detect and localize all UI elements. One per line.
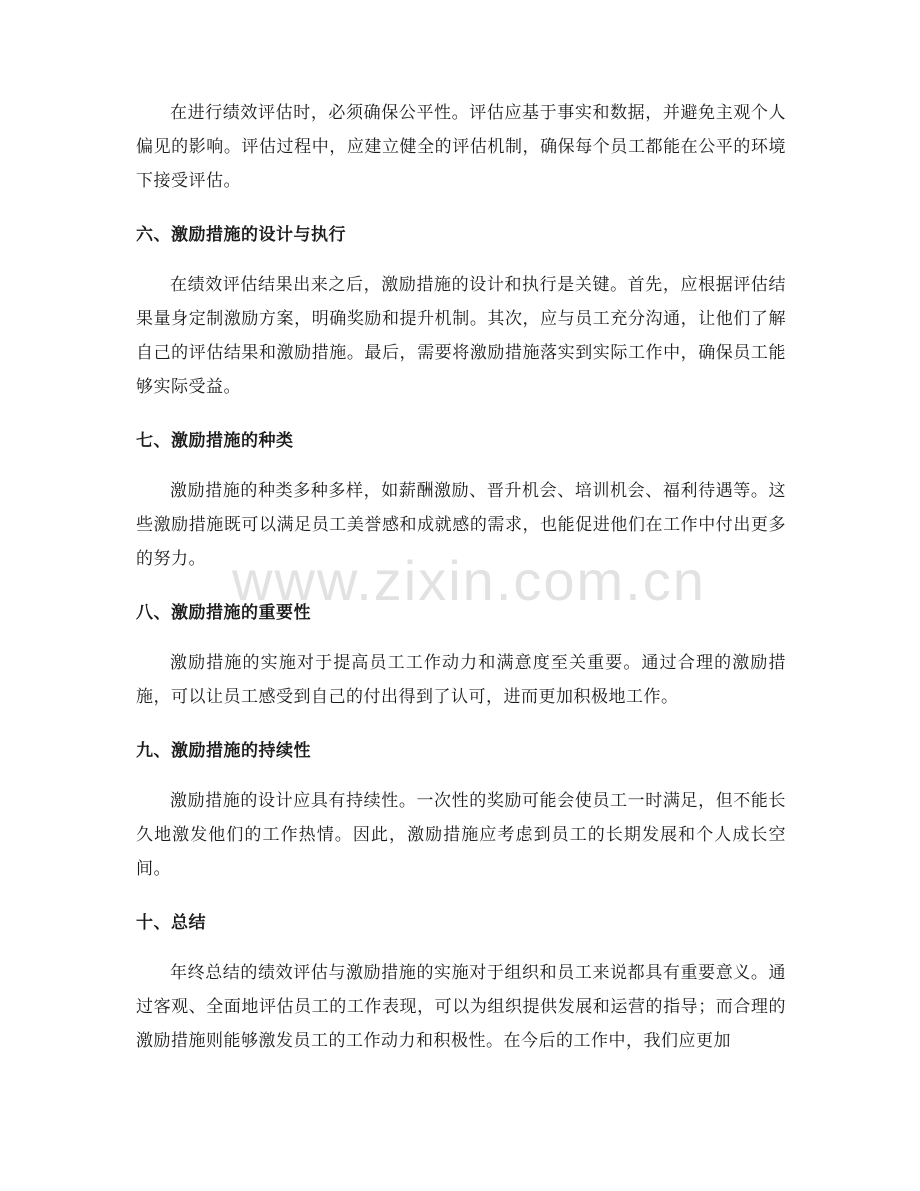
section-heading-6: 六、激励措施的设计与执行: [136, 225, 346, 245]
section-body-10: 年终总结的绩效评估与激励措施的实施对于组织和员工来说都具有重要意义。通过客观、全面地评估员工的工作表现，可以为组织提供发展和运营的指导；而合理的激励措施则能够激发员工的工作动力和积极性。在今后的工作中，我们应更加: [136, 963, 786, 1051]
section-heading-9: 九、激励措施的持续性: [136, 741, 311, 761]
section-body-9: 激励措施的设计应具有持续性。一次性的奖励可能会使员工一时满足，但不能长久地激发他们的工作热情。因此，激励措施应考虑到员工的长期发展和个人成长空间。: [136, 791, 786, 879]
section-heading-10: 十、总结: [136, 913, 206, 933]
section-body-7: 激励措施的种类多种多样，如薪酬激励、晋升机会、培训机会、福利待遇等。这些激励措施既可以满足员工美誉感和成就感的需求，也能促进他们在工作中付出更多的努力。: [136, 481, 786, 569]
section-heading-8: 八、激励措施的重要性: [136, 603, 311, 623]
intro-paragraph: 在进行绩效评估时，必须确保公平性。评估应基于事实和数据，并避免主观个人偏见的影响。评估过程中，应建立健全的评估机制，确保每个员工都能在公平的环境下接受评估。: [136, 103, 786, 191]
watermark: www.zixin.com.cn: [232, 549, 706, 612]
section-heading-7: 七、激励措施的种类: [136, 431, 294, 451]
document-page: [136, 96, 786, 1058]
section-body-8: 激励措施的实施对于提高员工工作动力和满意度至关重要。通过合理的激励措施，可以让员工感受到自己的付出得到了认可，进而更加积极地工作。: [136, 653, 786, 707]
section-body-6: 在绩效评估结果出来之后，激励措施的设计和执行是关键。首先，应根据评估结果量身定制激励方案，明确奖励和提升机制。其次，应与员工充分沟通，让他们了解自己的评估结果和激励措施。最后，需要将激励措施落实到实际工作中，确保员工能够实际受益。: [136, 275, 786, 397]
